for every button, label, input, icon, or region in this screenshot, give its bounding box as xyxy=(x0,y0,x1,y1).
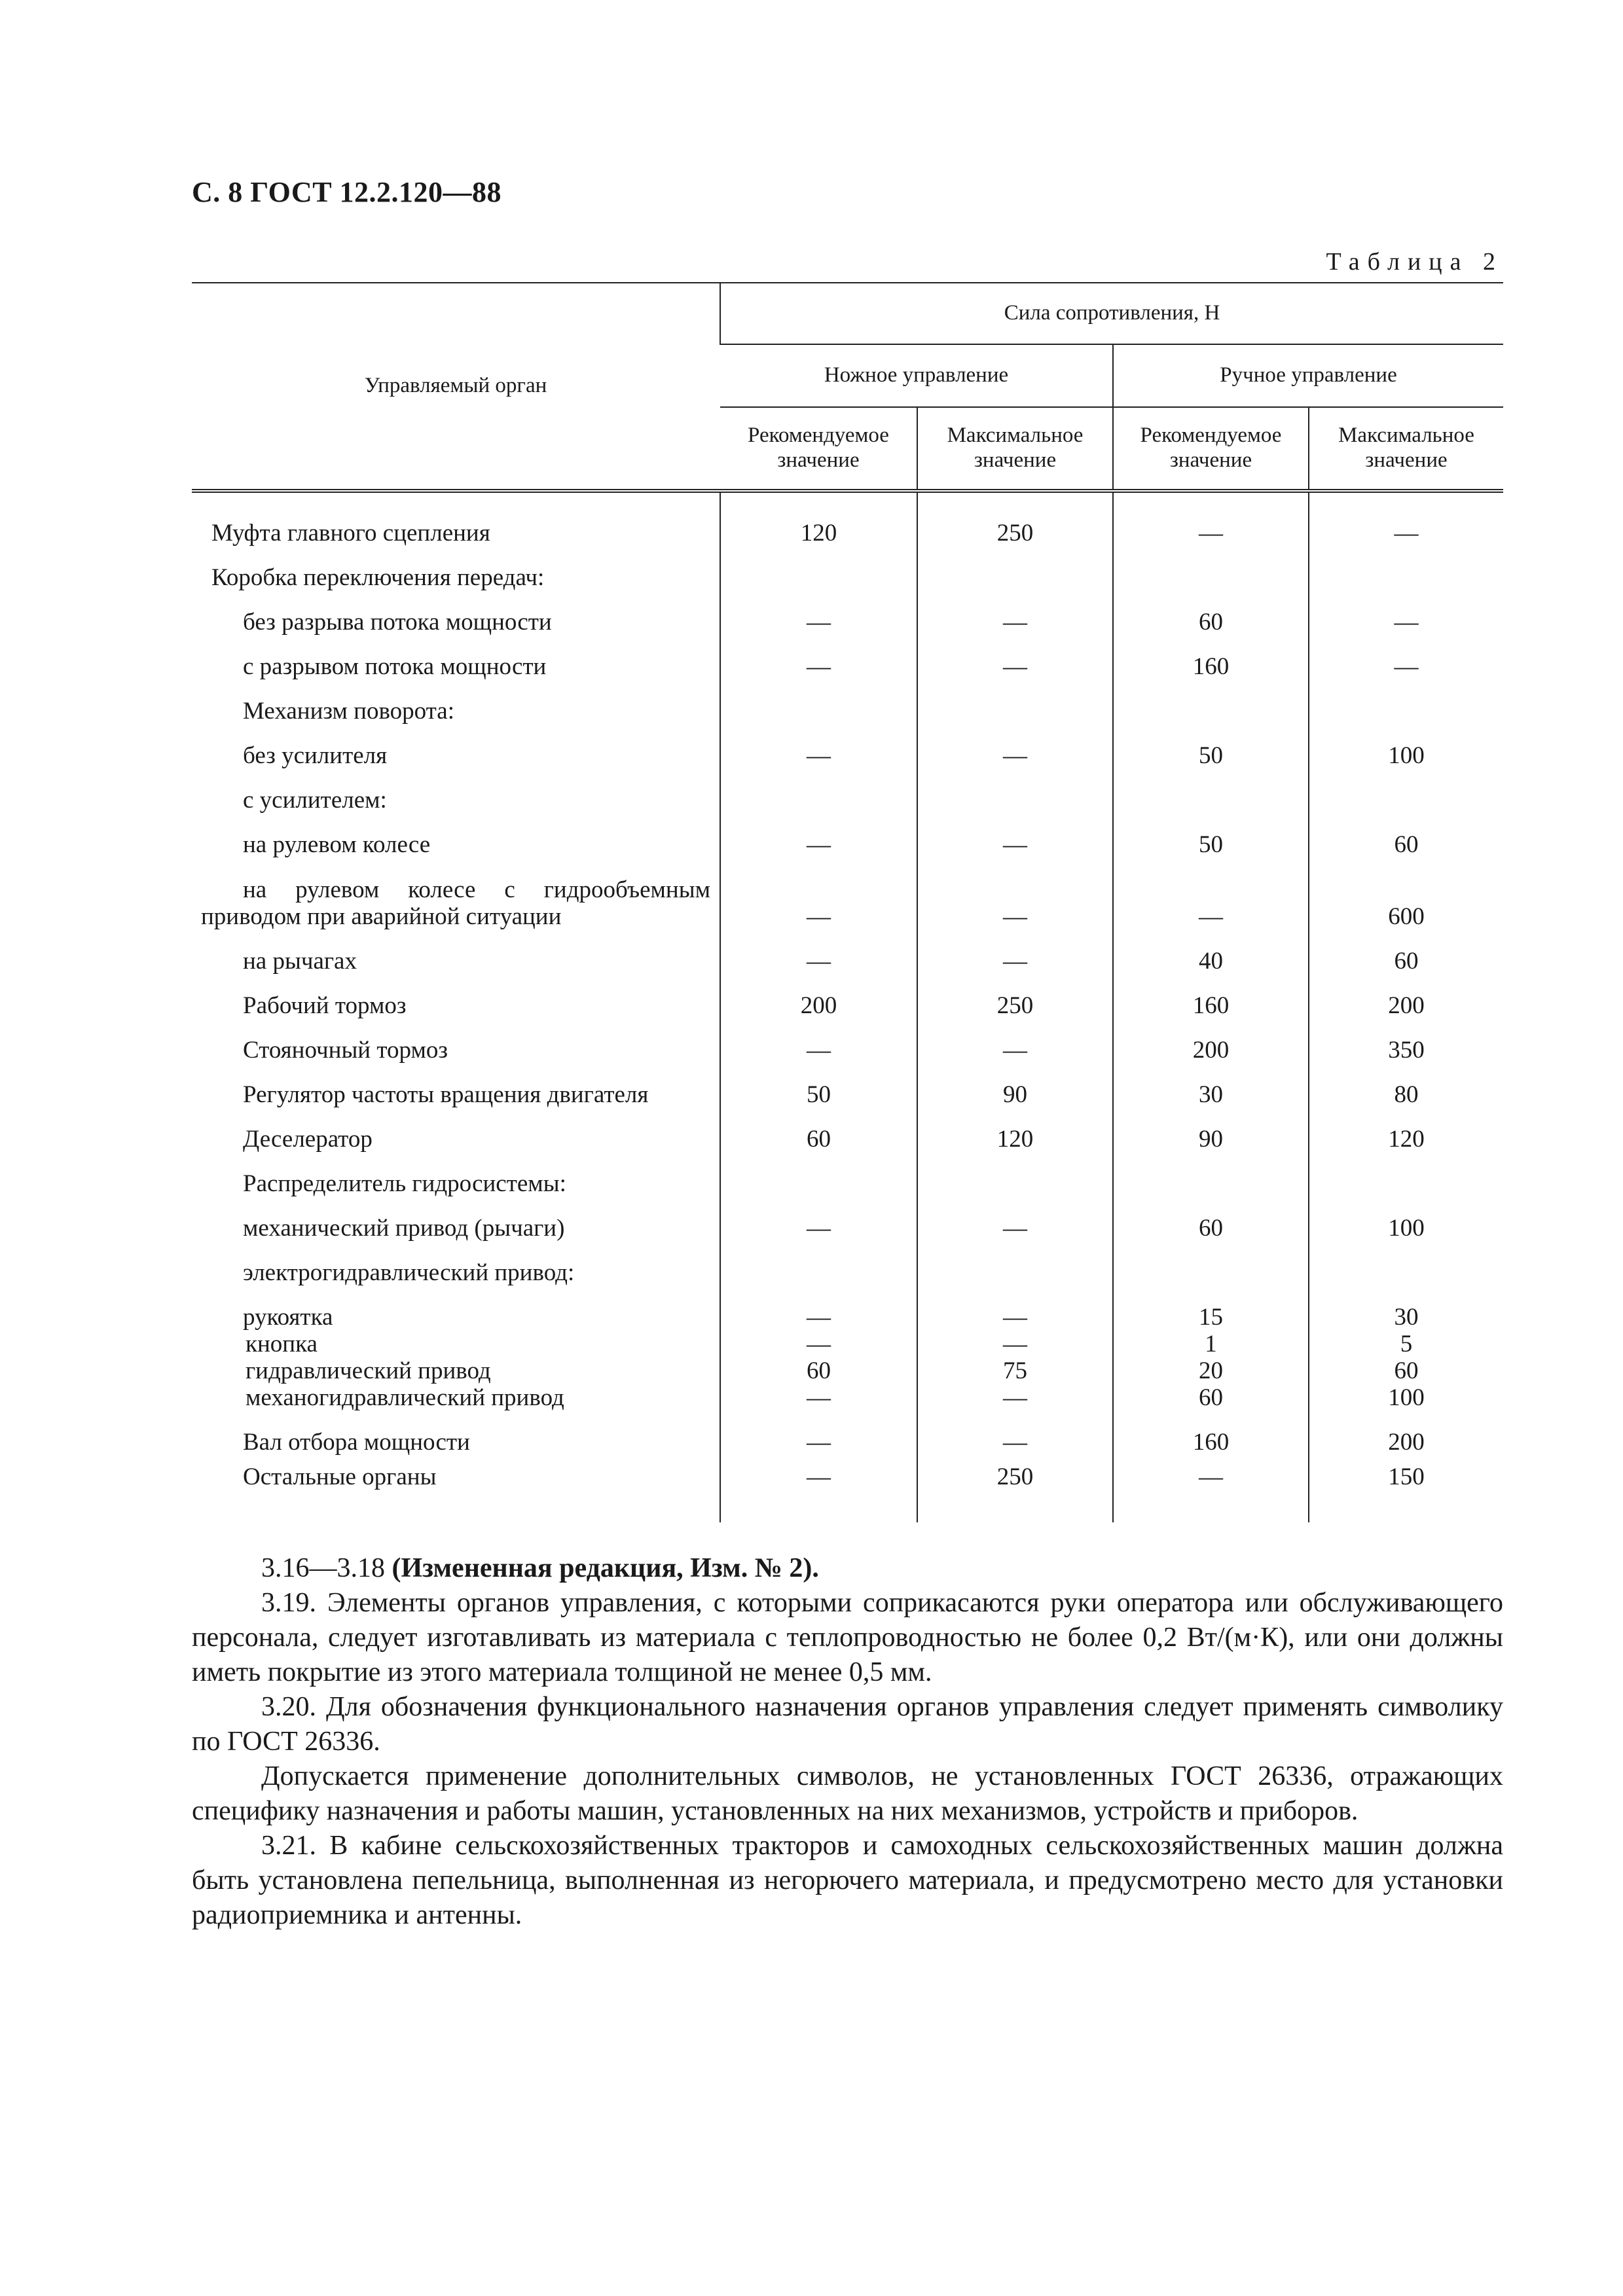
cell-foot-max: 90 xyxy=(917,1064,1113,1108)
cell-hand-recommended: 40 xyxy=(1113,930,1309,975)
cell-hand-max: 600 xyxy=(1309,858,1503,930)
cell-foot-recommended: — xyxy=(720,858,917,930)
cell-foot-max: — xyxy=(917,1019,1113,1064)
paragraph-additional-symbols: Допускается применение дополнительных символов, не установленных ГОСТ 26336, отражающих специфику назначения и работы машин, установленных на них механизмов, устройств и приборов. xyxy=(192,1761,1503,1826)
cell-hand-recommended: 160 xyxy=(1113,636,1309,680)
table-row xyxy=(192,814,1503,858)
cell-foot-max xyxy=(917,769,1113,814)
column-header-force: Сила сопротивления, Н xyxy=(720,283,1503,344)
table-row xyxy=(192,930,1503,975)
cell-foot-max: — xyxy=(917,814,1113,858)
cell-foot-max: — xyxy=(917,1197,1113,1242)
row-label: механический привод (рычаги) xyxy=(243,1215,565,1242)
cell-hand-max: 200 xyxy=(1309,975,1503,1019)
cell-hand-recommended xyxy=(1113,1242,1309,1286)
cell-foot-max: — xyxy=(917,725,1113,769)
cell-hand-recommended: 200 xyxy=(1113,1019,1309,1064)
cell-hand-recommended: 60 xyxy=(1113,591,1309,636)
cell-foot-recommended xyxy=(720,680,917,725)
cell-hand-max: 120 xyxy=(1309,1108,1503,1153)
cell-foot-recommended xyxy=(720,547,917,591)
row-label: на рычагах xyxy=(243,948,357,975)
cell-hand-recommended: 1 xyxy=(1113,1331,1309,1357)
cell-foot-recommended: 50 xyxy=(720,1064,917,1108)
table-row xyxy=(192,975,1503,1019)
cell-foot-max: — xyxy=(917,858,1113,930)
row-label: рукоятка xyxy=(243,1304,333,1331)
cell-hand-recommended: 60 xyxy=(1113,1197,1309,1242)
row-label: на рулевом колесе xyxy=(243,831,431,858)
cell-hand-recommended: 20 xyxy=(1113,1357,1309,1384)
table-row xyxy=(192,1064,1503,1108)
cell-foot-recommended: — xyxy=(720,1019,917,1064)
table-row xyxy=(192,1108,1503,1153)
cell-hand-recommended: 50 xyxy=(1113,814,1309,858)
cell-foot-recommended: 60 xyxy=(720,1108,917,1153)
cell-foot-recommended: — xyxy=(720,1197,917,1242)
row-label: Остальные органы xyxy=(243,1463,437,1490)
cell-hand-recommended: — xyxy=(1113,491,1309,547)
row-label: Регулятор частоты вращения двигателя xyxy=(243,1081,649,1108)
row-label: Вал отбора мощности xyxy=(243,1429,470,1456)
cell-hand-max: 100 xyxy=(1309,1384,1503,1411)
cell-hand-max xyxy=(1309,769,1503,814)
cell-hand-max: 60 xyxy=(1309,814,1503,858)
cell-foot-max: — xyxy=(917,1411,1113,1456)
column-header-hand-control: Ручное управление xyxy=(1113,344,1503,407)
table-row xyxy=(192,1242,1503,1286)
table-row xyxy=(192,1197,1503,1242)
cell-foot-max: — xyxy=(917,1286,1113,1331)
column-header-foot-recommended: Рекомендуемое значение xyxy=(720,407,917,491)
cell-hand-max: 150 xyxy=(1309,1456,1503,1522)
cell-hand-recommended: 30 xyxy=(1113,1064,1309,1108)
table-row xyxy=(192,680,1503,725)
row-label: Рабочий тормоз xyxy=(243,992,407,1019)
cell-foot-recommended xyxy=(720,1242,917,1286)
cell-foot-recommended: — xyxy=(720,636,917,680)
column-header-hand-recommended: Рекомендуемое значение xyxy=(1113,407,1309,491)
row-label: Механизм поворота: xyxy=(243,698,454,725)
paragraph-3-19: 3.19. Элементы органов управления, с которыми соприкасаются руки оператора или обслуживающего персонала, следует изготавливать из материала с теплопроводностью не более 0,2 Вт/(м·К), или они должны иметь покрытие из этого материала толщиной не менее 0,5 мм. xyxy=(192,1588,1503,1687)
row-label: гидравлический привод xyxy=(246,1357,491,1384)
cell-hand-recommended xyxy=(1113,1153,1309,1197)
body-text xyxy=(192,1551,1503,1933)
column-header-foot-control: Ножное управление xyxy=(720,344,1113,407)
cell-hand-recommended: 60 xyxy=(1113,1384,1309,1411)
table-row xyxy=(192,1411,1503,1456)
cell-hand-max xyxy=(1309,1153,1503,1197)
cell-foot-recommended: — xyxy=(720,1331,917,1357)
cell-foot-max: — xyxy=(917,1384,1113,1411)
cell-hand-max xyxy=(1309,680,1503,725)
cell-foot-recommended: 120 xyxy=(720,491,917,547)
table-row xyxy=(192,1286,1503,1331)
cell-foot-max: — xyxy=(917,636,1113,680)
cell-foot-recommended: — xyxy=(720,814,917,858)
table-row xyxy=(192,1357,1503,1384)
cell-hand-max xyxy=(1309,1242,1503,1286)
cell-hand-max: — xyxy=(1309,491,1503,547)
cell-hand-max: 30 xyxy=(1309,1286,1503,1331)
cell-foot-recommended: — xyxy=(720,930,917,975)
cell-foot-max xyxy=(917,1242,1113,1286)
cell-hand-max: 80 xyxy=(1309,1064,1503,1108)
resistance-force-table xyxy=(192,282,1503,1522)
row-label: Распределитель гидросистемы: xyxy=(243,1170,566,1197)
row-label: Стояночный тормоз xyxy=(243,1037,448,1064)
table-row xyxy=(192,1456,1503,1522)
table-row xyxy=(192,1384,1503,1411)
cell-foot-recommended: — xyxy=(720,591,917,636)
cell-foot-max: — xyxy=(917,1331,1113,1357)
cell-foot-recommended: — xyxy=(720,725,917,769)
cell-hand-recommended: 50 xyxy=(1113,725,1309,769)
clause-number: 3.16—3.18 xyxy=(261,1553,392,1583)
cell-foot-recommended: — xyxy=(720,1411,917,1456)
cell-hand-recommended: — xyxy=(1113,858,1309,930)
row-label: Муфта главного сцепления xyxy=(211,520,490,547)
cell-foot-max: — xyxy=(917,930,1113,975)
paragraph-3-20: 3.20. Для обозначения функционального назначения органов управления следует применять символику по ГОСТ 26336. xyxy=(192,1692,1503,1757)
table-row xyxy=(192,858,1503,930)
cell-foot-recommended: — xyxy=(720,1286,917,1331)
row-label: электрогидравлический привод: xyxy=(243,1259,575,1286)
paragraph-3-21: 3.21. В кабине сельскохозяйственных тракторов и самоходных сельскохозяйственных машин должна быть установлена пепельница, выполненная из негорючего материала, и предусмотрено место для установки радиоприемника и антенны. xyxy=(192,1831,1503,1930)
cell-foot-max: 75 xyxy=(917,1357,1113,1384)
cell-foot-max: 250 xyxy=(917,1456,1113,1522)
cell-hand-max: — xyxy=(1309,591,1503,636)
cell-foot-recommended: 60 xyxy=(720,1357,917,1384)
cell-hand-recommended: 90 xyxy=(1113,1108,1309,1153)
cell-hand-recommended: 160 xyxy=(1113,1411,1309,1456)
row-label: механогидравлический привод xyxy=(246,1384,564,1411)
cell-foot-max: 250 xyxy=(917,975,1113,1019)
cell-hand-max: 60 xyxy=(1309,1357,1503,1384)
row-label: на рулевом колесе с гидрообъемным приводом при аварийной ситуации xyxy=(201,876,710,930)
row-label: Коробка переключения передач: xyxy=(211,564,545,591)
cell-hand-max: 100 xyxy=(1309,1197,1503,1242)
cell-hand-recommended xyxy=(1113,547,1309,591)
table-row xyxy=(192,636,1503,680)
table-row xyxy=(192,591,1503,636)
row-label: без усилителя xyxy=(243,742,388,769)
table-row xyxy=(192,725,1503,769)
row-label: Деселератор xyxy=(243,1126,373,1153)
row-label: без разрыва потока мощности xyxy=(243,609,552,636)
cell-hand-recommended: — xyxy=(1113,1456,1309,1522)
cell-foot-max: — xyxy=(917,591,1113,636)
table-row xyxy=(192,1153,1503,1197)
cell-foot-max xyxy=(917,547,1113,591)
column-header-hand-max: Максимальное значение xyxy=(1309,407,1503,491)
table-row xyxy=(192,1331,1503,1357)
cell-foot-recommended: — xyxy=(720,1384,917,1411)
table-label: Таблица 2 xyxy=(1326,248,1503,276)
cell-hand-recommended: 15 xyxy=(1113,1286,1309,1331)
cell-hand-recommended: 160 xyxy=(1113,975,1309,1019)
cell-foot-max xyxy=(917,1153,1113,1197)
row-label: с усилителем: xyxy=(243,787,387,814)
cell-hand-max: 60 xyxy=(1309,930,1503,975)
amendment-note: (Измененная редакция, Изм. № 2). xyxy=(392,1553,819,1583)
cell-hand-recommended xyxy=(1113,680,1309,725)
paragraph-3-16-3-18 xyxy=(192,1551,1503,1586)
table-row xyxy=(192,1019,1503,1064)
cell-foot-recommended: 200 xyxy=(720,975,917,1019)
cell-hand-max: — xyxy=(1309,636,1503,680)
page-header: С. 8 ГОСТ 12.2.120—88 xyxy=(192,176,502,208)
cell-hand-recommended xyxy=(1113,769,1309,814)
table-row xyxy=(192,769,1503,814)
row-label: кнопка xyxy=(246,1331,318,1357)
cell-foot-max xyxy=(917,680,1113,725)
cell-hand-max xyxy=(1309,547,1503,591)
column-header-organ: Управляемый орган xyxy=(364,374,547,398)
cell-foot-max: 250 xyxy=(917,491,1113,547)
cell-hand-max: 200 xyxy=(1309,1411,1503,1456)
table-row xyxy=(192,491,1503,547)
row-label: с разрывом потока мощности xyxy=(243,653,547,680)
cell-hand-max: 5 xyxy=(1309,1331,1503,1357)
cell-hand-max: 100 xyxy=(1309,725,1503,769)
table-row xyxy=(192,547,1503,591)
cell-hand-max: 350 xyxy=(1309,1019,1503,1064)
column-header-foot-max: Максимальное значение xyxy=(917,407,1113,491)
cell-foot-recommended: — xyxy=(720,1456,917,1522)
cell-foot-max: 120 xyxy=(917,1108,1113,1153)
cell-foot-recommended xyxy=(720,1153,917,1197)
cell-foot-recommended xyxy=(720,769,917,814)
